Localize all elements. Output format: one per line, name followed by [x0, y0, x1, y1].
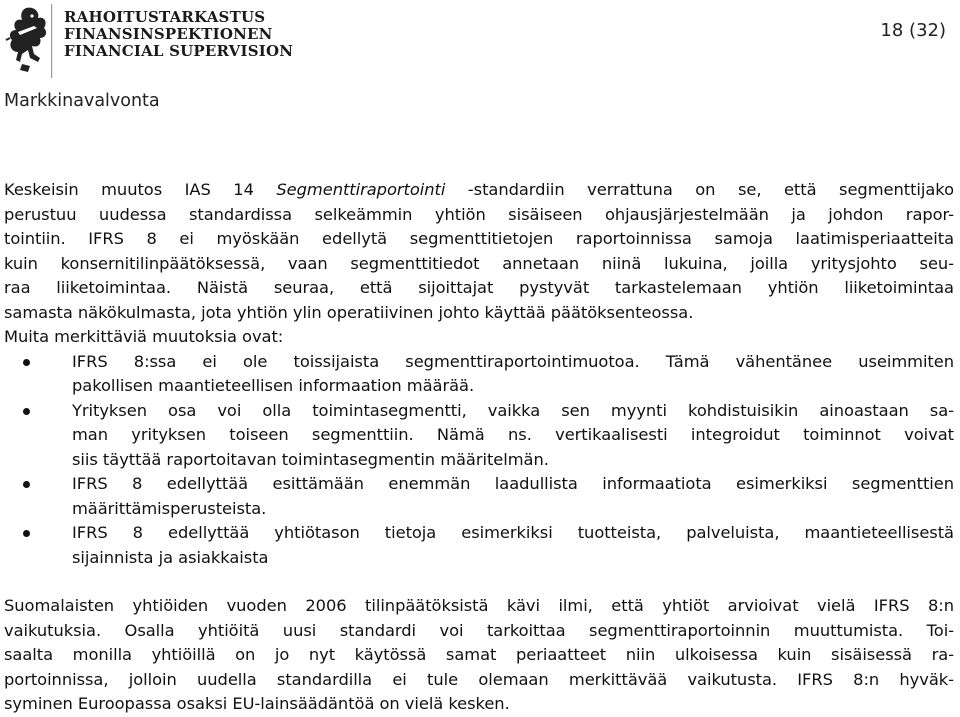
changes-list	[4, 350, 954, 571]
list-intro-line: Muita merkittäviä muutoksia ovat:	[4, 327, 284, 346]
document-body	[4, 178, 954, 717]
text-line: IFRS 8 edellyttää esittämään enemmän laadullista informaatiota esimerkiksi segmenttien	[72, 474, 954, 493]
text-line: kuin konsernitilinpäätöksessä, vaan segmenttitiedot annetaan niinä lukuina, joilla yritysjohto seu-	[4, 253, 954, 273]
text-line: Yrityksen osa voi olla toimintasegmentti, vaikka sen myynti kohdistuisikin ainoastaan sa-	[72, 400, 954, 420]
org-name-en: FINANCIAL SUPERVISION	[64, 42, 294, 60]
list-item	[4, 472, 954, 521]
text-line: Keskeisin muutos IAS 14 Segmenttiraportointi -standardiin verrattuna on se, että segmenttijako	[4, 180, 954, 199]
bullet-icon	[23, 530, 30, 537]
text-line: vaikutuksia. Osalla yhtiöitä uusi standardi voi tarkoittaa segmenttiraportoinnin muuttumista. Toi-	[4, 620, 954, 640]
text-line: siis täyttää raportoitavan toimintasegmentin määritelmän.	[72, 449, 549, 469]
text-line: samasta näkökulmasta, jota yhtiön ylin operatiivinen johto käyttää päätöksenteossa.	[4, 302, 694, 322]
text-line: perustuu uudessa standardissa selkeämmin yhtiön sisäiseen ohjausjärjestelmään ja johdon rapor-	[4, 204, 954, 224]
text-line: portoinnissa, jolloin uudella standardilla ei tule olemaan merkittävää vaikutusta. IFRS 8:n hyväk-	[4, 669, 954, 689]
lion-crest-icon	[4, 2, 56, 80]
text-line: IFRS 8 edellyttää yhtiötason tietoja esimerkiksi tuotteista, palveluista, maantieteellisestä	[72, 523, 954, 542]
intro-paragraph	[4, 178, 954, 350]
text-line: sijainnista ja asiakkaista	[72, 547, 269, 567]
list-item	[4, 350, 954, 399]
paragraph-gap	[4, 570, 954, 594]
text-line: tointiin. IFRS 8 ei myöskään edellytä segmenttitietojen raportoinnissa samoja laatimisperiaatteita	[4, 229, 954, 248]
organization-logo	[4, 2, 294, 82]
text-line: man yrityksen toiseen segmenttiin. Nämä ns. vertikaalisesti integroidut toiminnot voivat	[72, 425, 954, 444]
text-line: syminen Euroopassa osaksi EU-lainsäädäntöä on vielä kesken.	[4, 694, 510, 713]
text-line: määrittämisperusteista.	[72, 498, 267, 518]
text-line: saalta monilla yhtiöillä on jo nyt käytössä samat periaatteet niin ulkoisessa kuin sisäisessä ra-	[4, 645, 954, 664]
bullet-icon	[23, 408, 30, 415]
emphasis-text: Segmenttiraportointi	[276, 180, 446, 199]
text-line: pakollisen maantieteellisen informaation määrää.	[72, 376, 475, 395]
closing-paragraph	[4, 594, 954, 717]
list-item	[4, 399, 954, 473]
bullet-icon	[23, 359, 30, 366]
text-line: Suomalaisten yhtiöiden vuoden 2006 tilinpäätöksistä kävi ilmi, että yhtiöt arvioivat vielä IFRS 8:n	[4, 596, 954, 615]
page-number: 18 (32)	[880, 20, 946, 41]
text-line: raa liiketoimintaa. Näistä seuraa, että sijoittajat pystyvät tarkastelemaan yhtiön liiketoimintaa	[4, 278, 954, 297]
text-line: IFRS 8:ssa ei ole toissijaista segmenttiraportointimuotoa. Tämä vähentänee useimmiten	[72, 351, 954, 371]
list-item	[4, 521, 954, 570]
org-name-sv: FINANSINSPEKTIONEN	[64, 25, 273, 43]
org-name-fi: RAHOITUSTARKASTUS	[64, 8, 266, 26]
department-name: Markkinavalvonta	[4, 91, 160, 111]
bullet-icon	[23, 481, 30, 488]
